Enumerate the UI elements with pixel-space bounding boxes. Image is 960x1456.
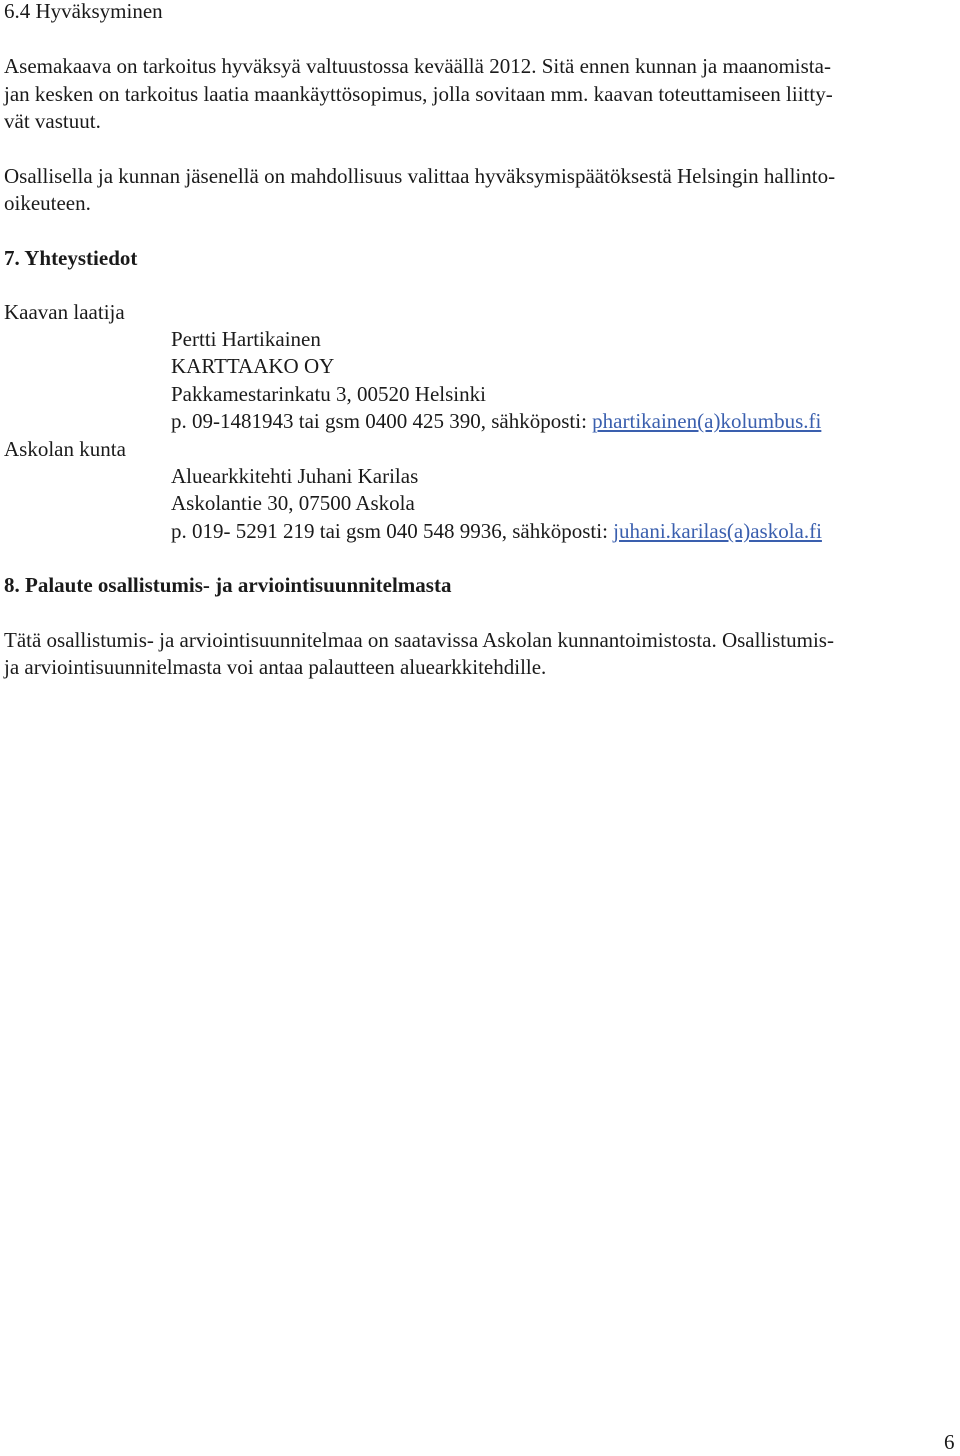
contact-line: Aluearkkitehti Juhani Karilas [171,464,419,488]
contact-phone: p. 019- 5291 219 tai gsm 040 548 9936, sähköposti: [171,519,614,543]
paragraph-line: jan kesken on tarkoitus laatia maankäyttösopimus, jolla sovitaan mm. kaavan toteuttamiseen liitty- [4,82,833,106]
paragraph-line: vät vastuut. [4,109,101,133]
contact-phone-line [171,407,821,435]
section-8-heading: 8. Palaute osallistumis- ja arviointisuunnitelmasta [4,573,452,597]
paragraph-line: Asemakaava on tarkoitus hyväksyä valtuustossa keväällä 2012. Sitä ennen kunnan ja maanomista- [4,54,831,78]
contact-line: Askolantie 30, 07500 Askola [171,491,415,515]
paragraph-line: ja arviointisuunnitelmasta voi antaa palautteen aluearkkitehdille. [4,655,547,679]
page-number: 6 [944,1430,955,1454]
paragraph-line: Osallisella ja kunnan jäsenellä on mahdollisuus valittaa hyväksymispäätöksestä Helsingin hallinto- [4,164,836,188]
paragraph-line: oikeuteen. [4,191,91,215]
email-link[interactable]: phartikainen(a)kolumbus.fi [592,409,822,433]
section-7-heading: 7. Yhteystiedot [4,246,138,270]
section-6-4-heading: 6.4 Hyväksyminen [4,0,163,23]
contact-label: Askolan kunta [4,437,126,461]
email-link[interactable]: juhani.karilas(a)askola.fi [613,519,822,543]
contact-line: Pakkamestarinkatu 3, 00520 Helsinki [171,382,486,406]
contact-phone-line [171,517,822,545]
contact-line: Pertti Hartikainen [171,327,321,351]
contact-phone: p. 09-1481943 tai gsm 0400 425 390, sähköposti: [171,409,593,433]
contact-line: KARTTAAKO OY [171,354,335,378]
contact-label: Kaavan laatija [4,300,125,324]
paragraph-line: Tätä osallistumis- ja arviointisuunnitelmaa on saatavissa Askolan kunnantoimistosta. Osallistumis- [4,628,834,652]
